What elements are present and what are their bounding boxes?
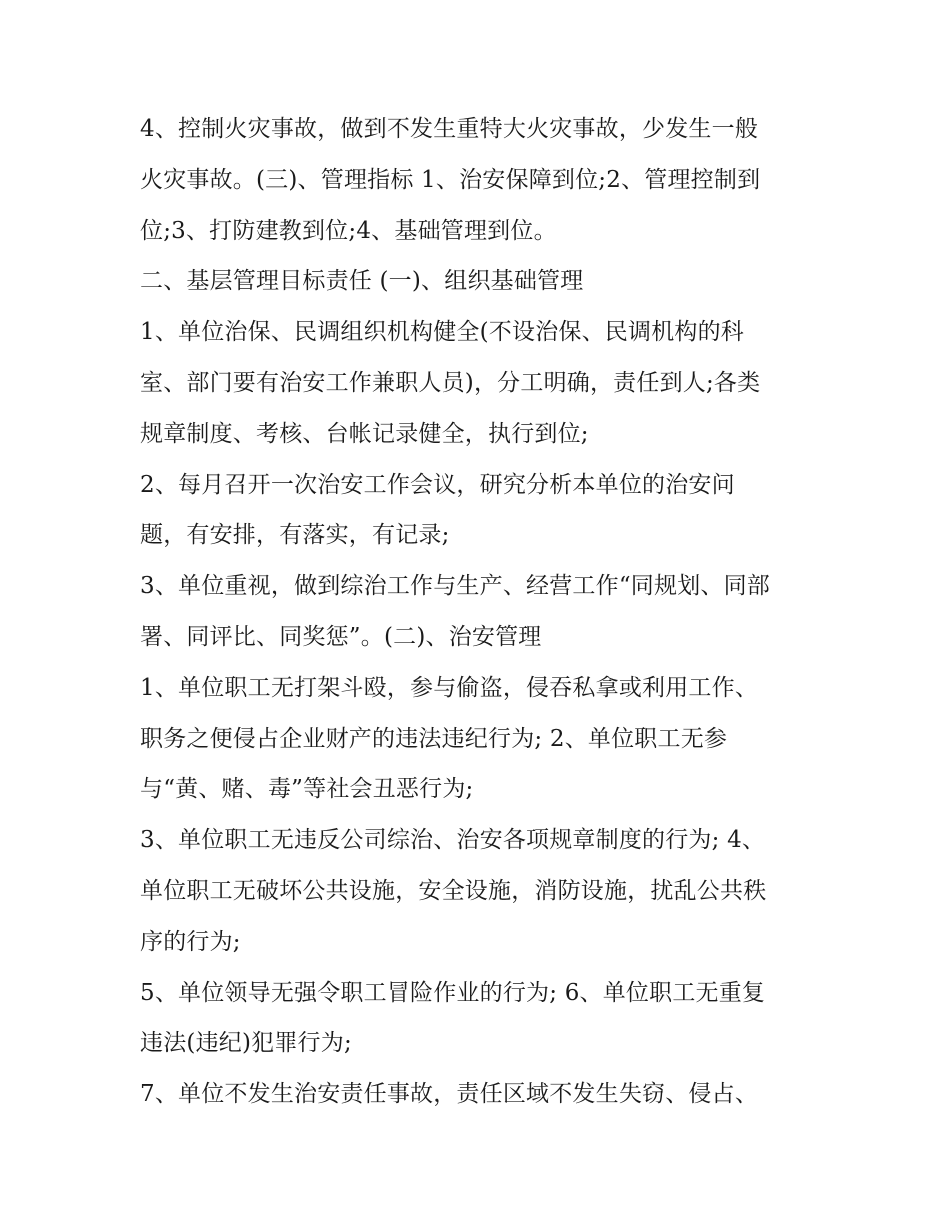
text-line: 1、单位治保、民调组织机构健全(不设治保、民调机构的科 [140, 319, 745, 346]
text-line: 序的行为; [140, 928, 241, 955]
text-line: 室、部门要有治安工作兼职人员)，分工明确，责任到人;各类 [140, 369, 761, 396]
text-line: 3、单位重视，做到综治工作与生产、经营工作“同规划、同部 [140, 573, 770, 600]
text-line: 2、每月召开一次治安工作会议，研究分析本单位的治安问 [140, 471, 735, 498]
document-body [140, 104, 820, 1120]
text-line: 职务之便侵占企业财产的违法违纪行为; 2、单位职工无参 [140, 725, 728, 752]
text-line: 火灾事故。(三)、管理指标 1、治安保障到位;2、管理控制到 [140, 166, 761, 193]
text-line: 7、单位不发生治安责任事故，责任区域不发生失窃、侵占、 [140, 1081, 759, 1108]
text-line: 1、单位职工无打架斗殴，参与偷盗，侵吞私拿或利用工作、 [140, 674, 759, 701]
text-line: 3、单位职工无违反公司综治、治安各项规章制度的行为; 4、 [140, 827, 766, 854]
text-line: 4、控制火灾事故，做到不发生重特大火灾事故，少发生一般 [140, 116, 759, 142]
text-line: 位;3、打防建教到位;4、基础管理到位。 [140, 217, 557, 244]
text-line: 规章制度、考核、台帐记录健全，执行到位; [140, 420, 589, 447]
text-line: 与“黄、赌、毒”等社会丑恶行为; [140, 776, 474, 803]
section-heading: 二、基层管理目标责任 (一)、组织基础管理 [140, 268, 584, 295]
text-line: 署、同评比、同奖惩”。(二)、治安管理 [140, 623, 542, 650]
text-line: 5、单位领导无强令职工冒险作业的行为; 6、单位职工无重复 [140, 979, 766, 1006]
text-line: 违法(违纪)犯罪行为; [140, 1030, 352, 1057]
text-line: 题，有安排，有落实，有记录; [140, 522, 450, 549]
text-line: 单位职工无破坏公共设施，安全设施，消防设施，扰乱公共秩 [140, 877, 767, 904]
